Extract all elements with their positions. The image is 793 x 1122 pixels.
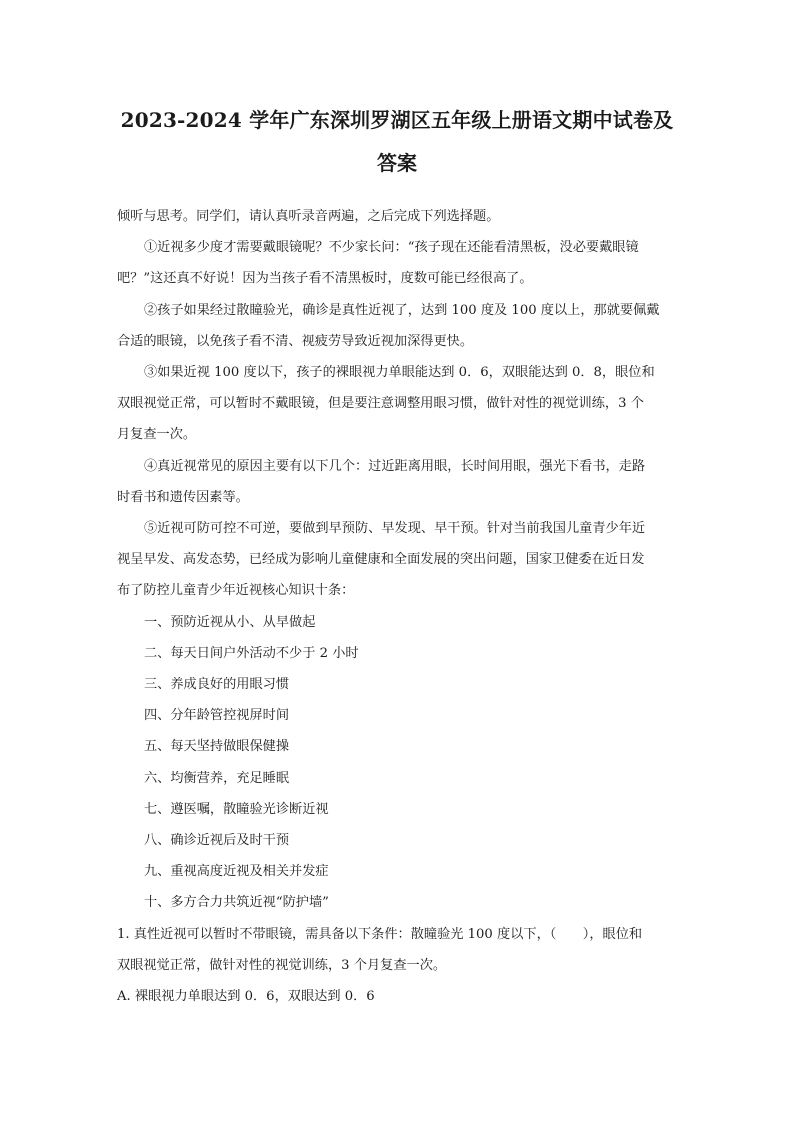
list-item: 九、重视高度近视及相关并发症: [144, 864, 329, 880]
document-title: 2023-2024 学年广东深圳罗湖区五年级上册语文期中试卷及: [120, 108, 674, 132]
list-item: 五、每天坚持做眼保健操: [144, 739, 290, 755]
paragraph-line: ⑤近视可防可控不可逆，要做到早预防、早发现、早干预。针对当前我国儿童青少年近: [144, 521, 646, 537]
document-title-continued: 答案: [377, 151, 417, 175]
paragraph-3: [117, 357, 677, 451]
paragraph-4: [117, 451, 677, 513]
paragraph-line: ①近视多少度才需要戴眼镜呢？不少家长问：“孩子现在还能看清黑板，没必要戴眼镜: [144, 240, 639, 256]
list-item: 三、养成良好的用眼习惯: [144, 677, 290, 693]
paragraph-line: 合适的眼镜，以免孩子看不清、视疲劳导致近视加深得更快。: [117, 333, 474, 349]
paragraph-line: 双眼视觉正常，可以暂时不戴眼镜，但是要注意调整用眼习惯，做针对性的视觉训练，3 个: [117, 396, 644, 412]
question-line: 双眼视觉正常，做针对性的视觉训练，3 个月复查一次。: [117, 957, 447, 973]
paragraph-line: 时看书和遗传因素等。: [117, 489, 249, 505]
list-item: 二、每天日间户外活动不少于 2 小时: [144, 645, 359, 661]
paragraph-1: [117, 232, 677, 294]
list-item: 十、多方合力共筑近视“防护墙”: [144, 895, 329, 911]
intro-text: 倾听与思考。同学们，请认真听录音两遍，之后完成下列选择题。: [117, 209, 500, 224]
list-item: 八、确诊近视后及时干预: [144, 833, 290, 849]
list-item: 四、分年龄管控视屏时间: [144, 708, 290, 724]
paragraph-line: ②孩子如果经过散瞳验光，确诊是真性近视了，达到 100 度及 100 度以上，那就要佩戴: [144, 302, 660, 318]
paragraph-line: ③如果近视 100 度以下，孩子的裸眼视力单眼能达到 0．6，双眼能达到 0．8，眼位和: [144, 365, 655, 381]
paragraph-line: 月复查一次。: [117, 427, 197, 443]
paragraph-line: 吧？”这还真不好说！因为当孩子看不清黑板时，度数可能已经很高了。: [117, 271, 533, 287]
paragraph-line: 布了防控儿童青少年近视核心知识十条：: [117, 583, 355, 599]
question-line: 1. 真性近视可以暂时不带眼镜，需具备以下条件：散瞳验光 100 度以下，（ ），眼位和: [117, 926, 643, 942]
paragraph-2: [117, 295, 677, 357]
question-1: [117, 919, 677, 981]
document-body: [117, 201, 677, 1012]
list-item: 六、均衡营养，充足睡眠: [144, 770, 290, 786]
question-1-option-a: A. 裸眼视力单眼达到 0．6，双眼达到 0．6: [117, 989, 375, 1005]
paragraph-5: [117, 513, 677, 607]
ten-points-list: [117, 607, 677, 919]
paragraph-line: ④真近视常见的原因主要有以下几个：过近距离用眼，长时间用眼，强光下看书，走路: [144, 458, 646, 474]
list-item: 七、遵医嘱，散瞳验光诊断近视: [144, 801, 329, 817]
list-item: 一、预防近视从小、从早做起: [144, 614, 316, 630]
paragraph-line: 视呈早发、高发态势，已经成为影响儿童健康和全面发展的突出问题，国家卫健委在近日发: [117, 552, 645, 568]
